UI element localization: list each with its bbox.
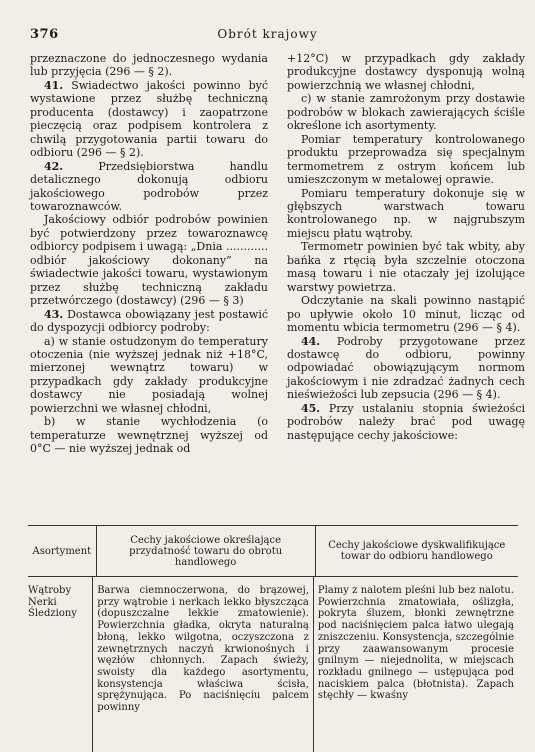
paragraph: [287, 52, 525, 92]
paragraph: [287, 402, 525, 442]
page-number: 376: [30, 27, 59, 42]
table-cell-acceptable: Barwa ciemnoczerwona, do brązowej, przy wątrobie i nerkach lekko błyszcząca (dopuszczalne lekkie zmatowienie). Powierzchnia gładka, okryta naturalną błoną, lekko wilgotna, oczyszczona z zewnętrznych naczyń krwionośnych i węzłów chłonnych. Zapach świeży, swoisty dla każdego asortymentu, konsystencja właściwa ścisła, sprężynująca. Po naciśnięciu palcem powinny: [93, 577, 314, 752]
paragraph-text: Pomiar temperatury kontrolowanego produktu przeprowadza się specjalnym termometrem z ostrym końcem lub umieszczonym w metalowej oprawie.: [287, 132, 525, 187]
table-cell-assortment: [28, 577, 93, 752]
assortment-item: Śledziony: [28, 608, 77, 620]
paragraph-text: Jakościowy odbiór podrobów powinien być potwierdzony przez towaroznawcę odbiorcy podpisem i uwagą: „Dnia ............ odbiór jakościowy dokonany” na świadectwie jakości towaru, wystawionym przez służbę techniczną zakładu przetwórczego (dostawcy) (296 — § 3): [30, 213, 268, 308]
paragraph-text: Przedsiębiorstwa handlu detalicznego dokonują odbioru jakościowego podrobów przez towaroznawców.: [30, 159, 269, 213]
right-column: [287, 52, 525, 520]
paragraph-number: 41.: [44, 78, 64, 92]
paragraph: [30, 79, 268, 160]
paragraph: [287, 335, 525, 402]
table-cell-disqualifying: Plamy z nalotem pleśni lub bez nalotu. Powierzchnia zmatowiała, oślizgła, pokryta śluzem, błonki zewnętrzne pod naciśnięciem palca łatwo ulegają zniszczeniu. Konsystencja, szczególnie przy zaawansowanym procesie gnilnym — niejednolita, w miejscach rozkładu gnilnego — ustępująca pod naciskiem palca (błotnista). Zapach stęchły — kwaśny: [317, 585, 514, 702]
running-head: Obrót krajowy: [217, 27, 318, 41]
paragraph-text: c) w stanie zamrożonym przy dostawie podrobów w blokach zawierających ściśle określone ich asortymenty.: [287, 92, 525, 133]
paragraph-text: +12°C) w przypadkach gdy zakłady produkcyjne dostawcy dysponują wolną powierzchnią we własnej chłodni,: [287, 52, 525, 92]
paragraph: [30, 415, 268, 455]
paragraph-text: Świadectwo jakości powinno być wystawione przez służbę techniczną producenta (dostawcy) i zaopatrzone pieczęcią oraz podpisem kontrolera z chwilą przygotowania partii towaru do odbioru (296 — § 2).: [30, 78, 269, 160]
paragraph-number: 43.: [44, 307, 64, 321]
paragraph-text: b) w stanie wychłodzenia (o temperaturze wewnętrznej wyższej od 0°C — nie wyższej jednak od: [30, 415, 268, 456]
paragraph: [30, 52, 268, 79]
paragraph-text: Odczytanie na skali powinno nastąpić po upływie około 10 minut, licząc od momentu wbicia termometru (296 — § 4).: [287, 294, 525, 335]
paragraph-text: Podroby przygotowane przez dostawcę do odbioru, powinny odpowiadać obowiązującym normom jakościowym i nie zdradzać żadnych cech nieświeżości lub zepsucia (296 — § 4).: [287, 334, 526, 402]
paragraph: [287, 240, 525, 294]
paragraph: [287, 92, 525, 132]
table-header-disqualifying: Cechy jakościowe dyskwalifikujące towar do odbioru handlowego: [328, 540, 506, 562]
table-header-acceptable: Cechy jakościowe określające przydatność towaru do obrotu handlowego: [97, 526, 316, 576]
page-header: [0, 0, 535, 50]
paragraph-text: Pomiaru temperatury dokonuje się w głębszych warstwach towaru kontrolowanego np. w najgrubszym miejscu płatu wątroby.: [287, 186, 525, 240]
paragraph: [30, 335, 268, 416]
table-header-assortment: Asortyment: [28, 526, 97, 576]
paragraph-text: a) w stanie ostudzonym do temperatury otoczenia (nie wyższej jednak niż +18°C, mierzonej wewnątrz towaru) w przypadkach gdy zakłady produkcyjne dostawcy nie posiadają wolnej powierzchni we własnej chłodni,: [30, 334, 268, 415]
paragraph-text: Przy ustalaniu stopnia świeżości podrobów należy brać pod uwagę następujące cechy jakościowe:: [287, 401, 525, 442]
assortment-item: Wątroby: [28, 585, 72, 596]
table-row: [28, 577, 518, 752]
paragraph: [287, 133, 525, 187]
paragraph: [287, 294, 525, 334]
body-columns: [30, 52, 525, 520]
paragraph-number: 44.: [301, 334, 321, 348]
left-column: [30, 52, 268, 520]
paragraph: [287, 187, 525, 241]
paragraph: [30, 308, 268, 335]
assortment-item: Nerki: [28, 596, 57, 608]
table-header-row: [28, 526, 518, 577]
paragraph-number: 45.: [301, 401, 321, 415]
paragraph: [30, 160, 268, 214]
paragraph-text: Dostawca obowiązany jest postawić do dyspozycji odbiorcy podroby:: [30, 307, 268, 335]
paragraph-text: przeznaczone do jednoczesnego wydania lub przyjęcia (296 — § 2).: [30, 52, 268, 79]
paragraph-text: Termometr powinien być tak wbity, aby bańka z rtęcią była szczelnie otoczona masą towaru i nie otaczały jej izolujące warstwy powietrza.: [287, 240, 525, 294]
paragraph: [30, 213, 268, 307]
paragraph-number: 42.: [44, 159, 64, 173]
quality-table: [28, 525, 518, 751]
